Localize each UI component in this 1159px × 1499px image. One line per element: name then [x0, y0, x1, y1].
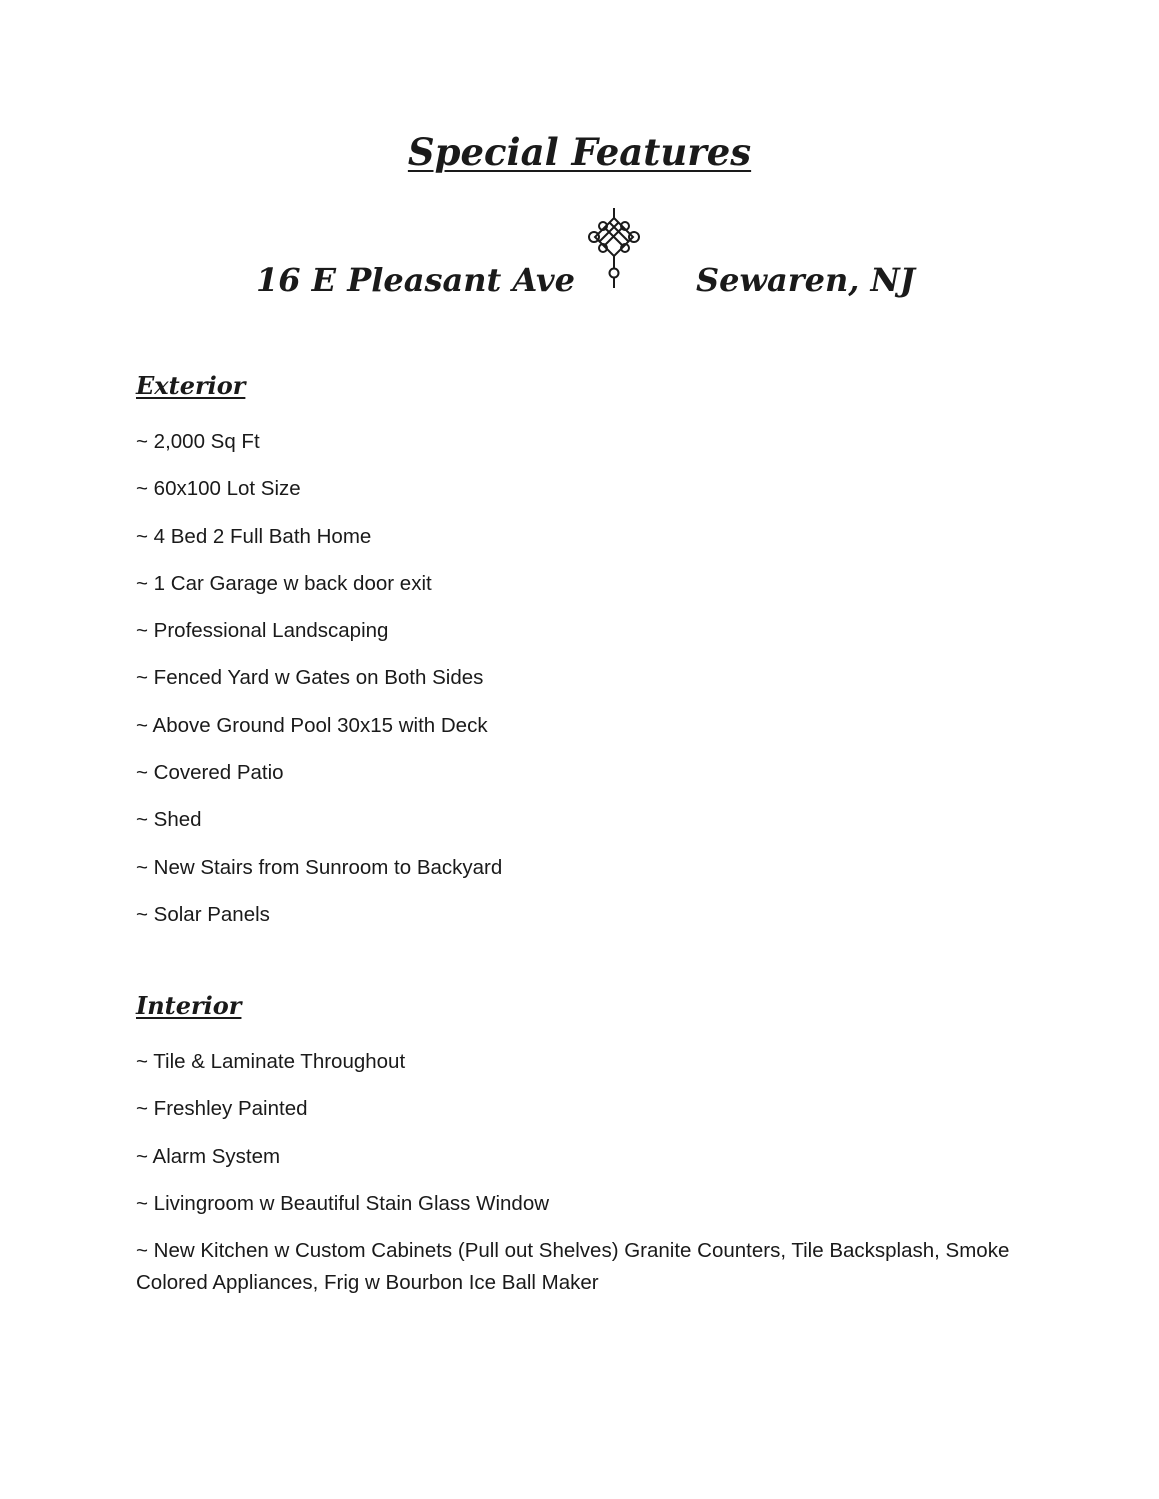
list-item: ~ Shed [136, 808, 202, 832]
list-item: ~ Covered Patio [136, 761, 284, 785]
page-title: Special Features [407, 130, 752, 174]
list-item: ~ Freshley Painted [136, 1097, 308, 1121]
list-item: ~ 1 Car Garage w back door exit [136, 571, 432, 595]
street-address: 16 E Pleasant Ave [256, 261, 575, 299]
list-item: ~ New Stairs from Sunroom to Backyard [136, 855, 503, 879]
exterior-heading: Exterior [136, 371, 246, 400]
list-item: ~ Alarm System [136, 1144, 281, 1168]
list-item: ~ Livingroom w Beautiful Stain Glass Window [136, 1191, 550, 1215]
list-item: ~ 60x100 Lot Size [136, 477, 301, 501]
interior-feature-list [136, 1046, 1016, 1314]
list-item: ~ Above Ground Pool 30x15 with Deck [136, 713, 488, 737]
list-item: ~ New Kitchen w Custom Cabinets (Pull out Shelves) Granite Counters, Tile Backsplash, Smoke Colored Appliances, Frig w Bourbon Ice Ball Maker [136, 1239, 1010, 1295]
exterior-feature-list [136, 426, 1016, 946]
list-item: ~ 4 Bed 2 Full Bath Home [136, 524, 372, 548]
celtic-knot-ornament-icon [581, 206, 647, 292]
list-item: ~ 2,000 Sq Ft [136, 430, 260, 453]
list-item: ~ Fenced Yard w Gates on Both Sides [136, 666, 484, 690]
list-item: ~ Solar Panels [136, 902, 270, 926]
city-state: Sewaren, NJ [696, 261, 915, 299]
list-item: ~ Tile & Laminate Throughout [136, 1050, 406, 1073]
interior-heading: Interior [136, 991, 242, 1020]
list-item: ~ Professional Landscaping [136, 619, 389, 643]
